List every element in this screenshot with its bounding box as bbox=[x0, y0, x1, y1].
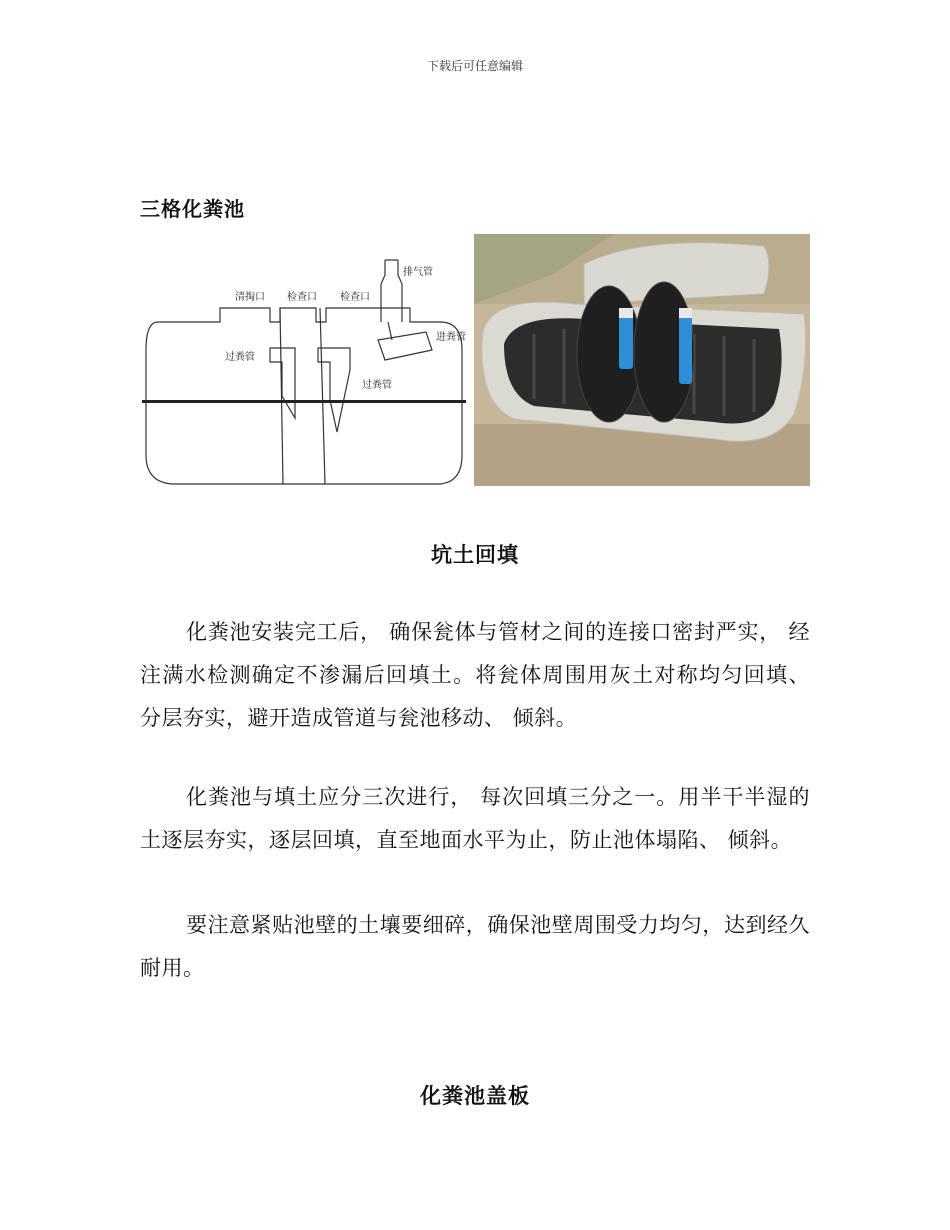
label-inspection-2: 检查口 bbox=[340, 292, 370, 303]
label-inspection-1: 检查口 bbox=[287, 292, 317, 303]
paragraph-backfill-3: 要注意紧贴池壁的土壤要细碎，确保池壁周围受力均匀，达到经久耐用。 bbox=[140, 913, 810, 980]
section-title-three-chamber-tank: 三格化粪池 bbox=[140, 197, 245, 221]
paragraph-backfill-1: 化粪池安装完工后， 确保瓮体与管材之间的连接口密封严实， 经注满水检测确定不渗漏后回填土。将瓮体周围用灰土对称均匀回填、 分层夯实，避开造成管道与瓮池移动、 倾斜。 bbox=[140, 620, 810, 730]
label-transfer-pipe-2: 过粪管 bbox=[362, 380, 392, 391]
label-vent-pipe: 排气管 bbox=[403, 267, 433, 278]
septic-tank-photo bbox=[474, 234, 810, 486]
label-transfer-pipe-1: 过粪管 bbox=[225, 352, 255, 363]
header-note: 下载后可任意编辑 bbox=[426, 59, 523, 73]
label-cleanout: 清掏口 bbox=[235, 292, 265, 303]
section-title-cover-plate: 化粪池盖板 bbox=[420, 1083, 530, 1108]
septic-tank-diagram bbox=[140, 250, 470, 490]
paragraph-backfill-2: 化粪池与填土应分三次进行， 每次回填三分之一。用半干半湿的土逐层夯实，逐层回填，直至地面水平为止，防止池体塌陷、 倾斜。 bbox=[140, 785, 810, 852]
label-inlet-pipe: 进粪管 bbox=[436, 332, 466, 343]
section-title-backfill: 坑土回填 bbox=[431, 542, 519, 567]
